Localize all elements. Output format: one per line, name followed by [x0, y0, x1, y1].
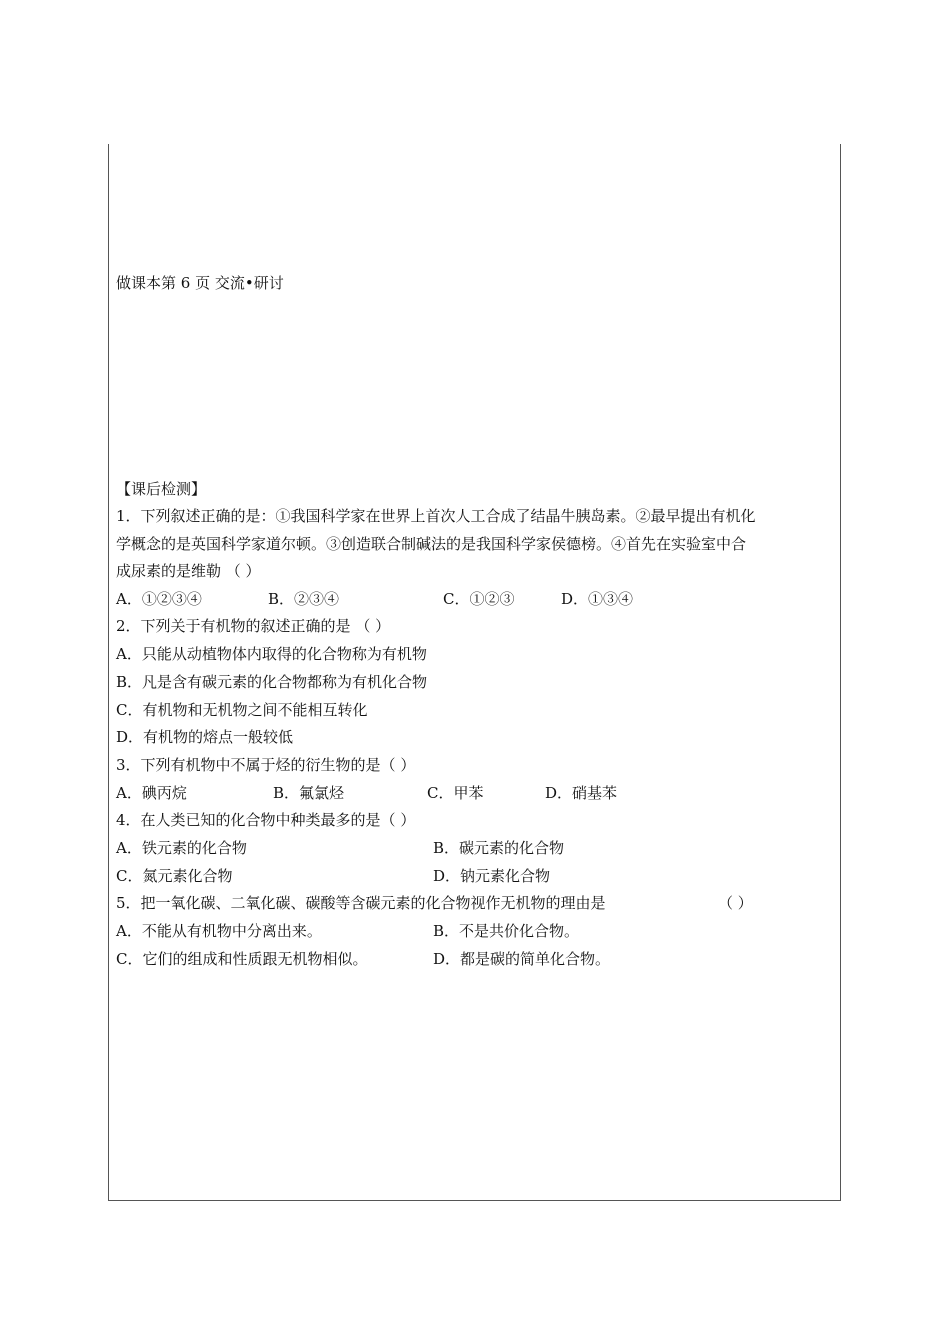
section-title: 【课后检测】 [116, 480, 207, 498]
q1-option-b: B．②③④ [268, 590, 340, 608]
q3-option-b: B．氟氯烃 [273, 784, 345, 802]
q5-option-c: C．它们的组成和性质跟无机物相似。 [116, 950, 368, 968]
q1-stem-line2: 学概念的是英国科学家道尔顿。③创造联合制碱法的是我国科学家侯德榜。④首先在实验室中合 [116, 535, 747, 553]
q2-option-a: A．只能从动植物体内取得的化合物称为有机物 [116, 645, 427, 663]
q4-option-d: D．钠元素化合物 [433, 867, 551, 885]
q1-stem-line1: 1．下列叙述正确的是：①我国科学家在世界上首次人工合成了结晶牛胰岛素。②最早提出有机化 [116, 507, 756, 525]
q3-option-d: D．硝基苯 [545, 784, 618, 802]
q2-option-d: D．有机物的熔点一般较低 [116, 728, 294, 746]
q4-option-a: A．铁元素的化合物 [116, 839, 247, 857]
q3-option-c: C．甲苯 [427, 784, 484, 802]
q4-option-b: B．碳元素的化合物 [433, 839, 565, 857]
q3-stem: 3．下列有机物中不属于烃的衍生物的是（ ） [116, 756, 416, 774]
intro-text: 做课本第 6 页 交流•研讨 [116, 274, 284, 292]
q3-option-a: A．碘丙烷 [116, 784, 187, 802]
q1-option-c: C．①②③ [443, 590, 515, 608]
q5-answer-paren: （ ） [718, 894, 753, 912]
q2-option-b: B．凡是含有碳元素的化合物都称为有机化合物 [116, 673, 428, 691]
q5-option-d: D．都是碳的简单化合物。 [433, 950, 611, 968]
q4-stem: 4．在人类已知的化合物中种类最多的是（ ） [116, 811, 416, 829]
q2-option-c: C．有机物和无机物之间不能相互转化 [116, 701, 368, 719]
q2-stem: 2．下列关于有机物的叙述正确的是 （ ） [116, 617, 391, 635]
q5-stem: 5．把一氧化碳、二氧化碳、碳酸等含碳元素的化合物视作无机物的理由是 [116, 894, 606, 912]
q1-stem-line3: 成尿素的是维勒 （ ） [116, 562, 261, 580]
q5-option-a: A．不能从有机物中分离出来。 [116, 922, 322, 940]
q4-option-c: C．氮元素化合物 [116, 867, 233, 885]
q5-option-b: B．不是共价化合物。 [433, 922, 580, 940]
q1-option-a: A．①②③④ [116, 590, 202, 608]
q1-option-d: D．①③④ [561, 590, 634, 608]
